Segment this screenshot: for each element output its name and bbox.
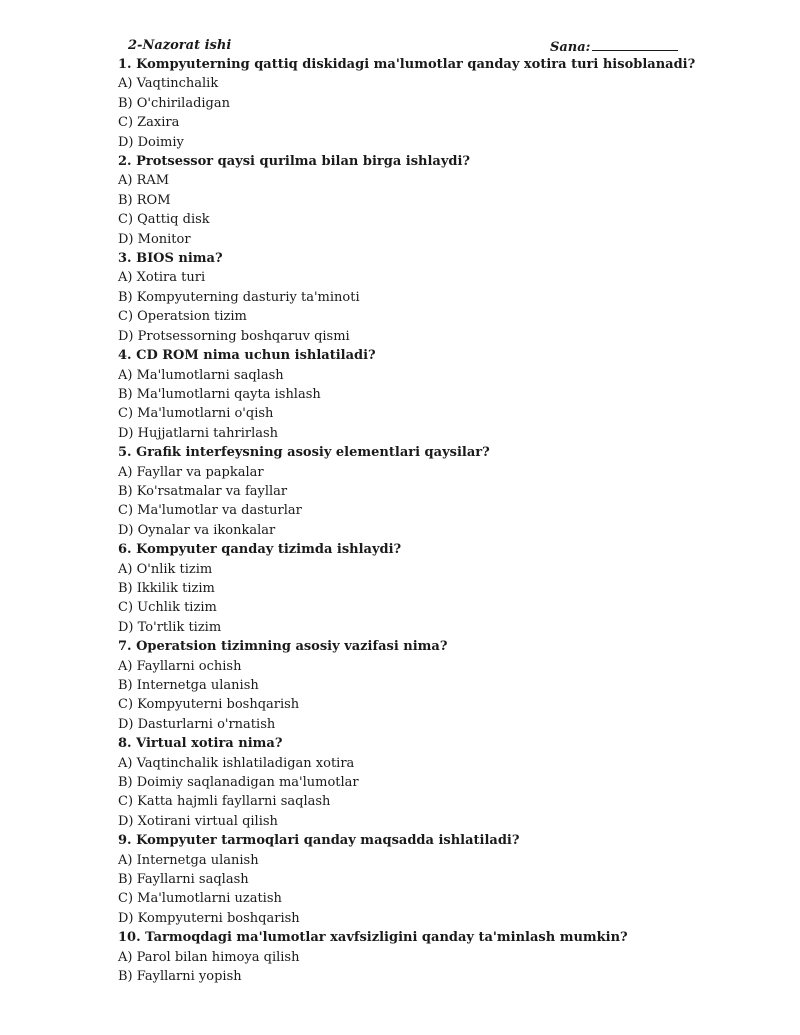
question-block — [118, 55, 696, 152]
answer-option: C) Uchlik tizim — [118, 600, 217, 616]
answer-option: B) ROM — [118, 192, 171, 208]
answer-option: B) Ko'rsatmalar va fayllar — [118, 483, 288, 499]
answer-option: B) Ma'lumotlarni qayta ishlash — [118, 386, 321, 402]
question-text: 2. Protsessor qaysi qurilma bilan birga ishlaydi? — [118, 154, 471, 170]
answer-option: B) Internetga ulanish — [118, 678, 259, 693]
answer-option: C) Katta hajmli fayllarni saqlash — [118, 794, 331, 810]
question-block — [118, 831, 678, 928]
question-block — [118, 346, 678, 443]
date-label: Sana: — [550, 40, 591, 55]
answer-option: C) Ma'lumotlarni uzatish — [118, 891, 282, 907]
question-block — [118, 443, 678, 540]
answer-option: B) Doimiy saqlanadigan ma'lumotlar — [118, 775, 359, 791]
answer-option: C) Ma'lumotlar va dasturlar — [118, 503, 302, 519]
answer-option: D) Xotirani virtual qilish — [118, 813, 278, 829]
answer-option: A) Xotira turi — [118, 270, 206, 286]
answer-option: A) Internetga ulanish — [118, 852, 259, 868]
answer-option: D) Doimiy — [118, 134, 184, 150]
answer-option: C) Ma'lumotlarni o'qish — [118, 406, 274, 422]
question-text: 3. BIOS nima? — [118, 251, 223, 267]
question-block — [118, 734, 678, 831]
answer-option: D) Monitor — [118, 231, 191, 247]
answer-option: A) Vaqtinchalik — [118, 76, 219, 92]
question-text: 7. Operatsion tizimning asosiy vazifasi nima? — [118, 639, 448, 655]
question-block — [118, 249, 678, 346]
answer-option: D) Dasturlarni o'rnatish — [118, 716, 276, 732]
question-text: 5. Grafik interfeysning asosiy elementlari qaysilar? — [118, 445, 490, 461]
answer-option: C) Operatsion tizim — [118, 309, 247, 325]
answer-option: D) To'rtlik tizim — [118, 619, 222, 635]
page-title: 2-Nazorat ishi — [128, 38, 232, 53]
answer-option: D) Kompyuterni boshqarish — [118, 910, 300, 926]
question-text: 8. Virtual xotira nima? — [118, 736, 283, 752]
question-text: 1. Kompyuterning qattiq diskidagi ma'lumotlar qanday xotira turi hisoblanadi? — [118, 57, 696, 72]
answer-option: B) Ikkilik tizim — [118, 580, 215, 596]
date-blank-line — [592, 36, 678, 51]
answer-option: C) Qattiq disk — [118, 212, 210, 228]
date-field — [550, 36, 678, 57]
answer-option: B) Kompyuterning dasturiy ta'minoti — [118, 289, 360, 305]
question-block — [118, 540, 678, 637]
answer-option: A) RAM — [118, 173, 170, 189]
answer-option: A) Fayllar va papkalar — [118, 464, 264, 480]
question-block — [118, 637, 678, 734]
question-text: 9. Kompyuter tarmoqlari qanday maqsadda ishlatiladi? — [118, 833, 520, 849]
question-text: 6. Kompyuter qanday tizimda ishlaydi? — [118, 542, 402, 558]
answer-option: D) Oynalar va ikonkalar — [118, 522, 276, 538]
question-text: 10. Tarmoqdagi ma'lumotlar xavfsizligini qanday ta'minlash mumkin? — [118, 930, 628, 946]
document-header — [118, 36, 678, 55]
answer-option: D) Protsessorning boshqaruv qismi — [118, 328, 350, 344]
answer-option: B) O'chiriladigan — [118, 95, 231, 111]
answer-option: D) Hujjatlarni tahrirlash — [118, 425, 279, 441]
document-page — [118, 36, 696, 987]
question-block — [118, 928, 678, 986]
question-text: 4. CD ROM nima uchun ishlatiladi? — [118, 348, 376, 364]
answer-option: A) Parol bilan himoya qilish — [118, 949, 300, 965]
answer-option: B) Fayllarni yopish — [118, 969, 242, 985]
answer-option: C) Kompyuterni boshqarish — [118, 697, 300, 713]
question-block — [118, 152, 678, 249]
answer-option: B) Fayllarni saqlash — [118, 872, 249, 888]
answer-option: A) Fayllarni ochish — [118, 658, 242, 674]
answer-option: A) Ma'lumotlarni saqlash — [118, 367, 284, 383]
answer-option: A) O'nlik tizim — [118, 561, 213, 577]
answer-option: C) Zaxira — [118, 115, 180, 131]
answer-option: A) Vaqtinchalik ishlatiladigan xotira — [118, 755, 355, 771]
